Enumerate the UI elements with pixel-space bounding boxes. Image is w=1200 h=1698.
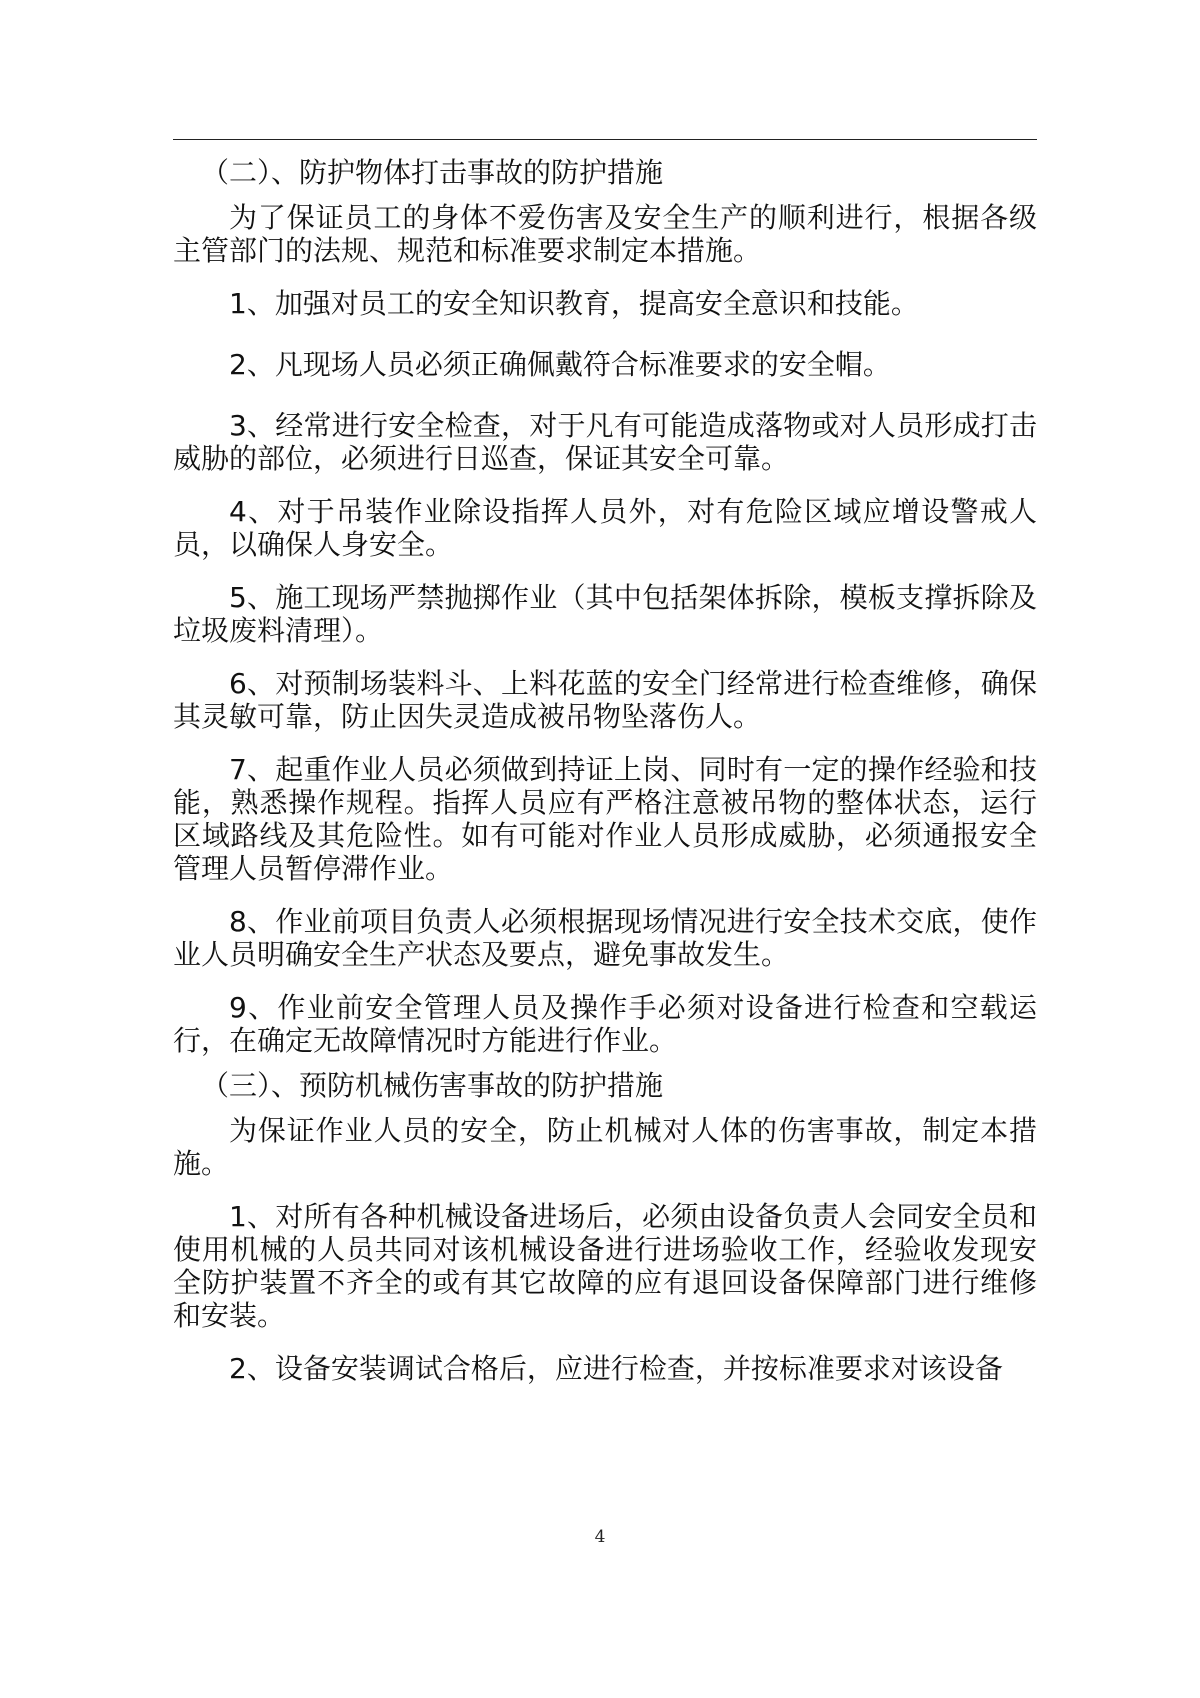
section-2-item-1: 1、加强对员工的安全知识教育，提高安全意识和技能。 — [229, 287, 919, 320]
section-2-item-3: 3、经常进行安全检查，对于凡有可能造成落物或对人员形成打击威胁的部位，必须进行日巡查，保证其安全可靠。 — [173, 409, 1037, 475]
section-2-intro: 为了保证员工的身体不爱伤害及安全生产的顺利进行，根据各级主管部门的法规、规范和标准要求制定本措施。 — [173, 201, 1037, 267]
section-2-item-7: 7、起重作业人员必须做到持证上岗、同时有一定的操作经验和技能，熟悉操作规程。指挥人员应有严格注意被吊物的整体状态，运行区域路线及其危险性。如有可能对作业人员形成威胁，必须通报安全管理人员暂停滞作业。 — [173, 753, 1037, 885]
section-2-item-9: 9、作业前安全管理人员及操作手必须对设备进行检查和空载运行，在确定无故障情况时方能进行作业。 — [173, 991, 1037, 1057]
section-2-item-4: 4、对于吊装作业除设指挥人员外，对有危险区域应增设警戒人员，以确保人身安全。 — [173, 495, 1037, 561]
page-number: 4 — [594, 1527, 606, 1547]
section-2-item-2: 2、凡现场人员必须正确佩戴符合标准要求的安全帽。 — [229, 348, 891, 381]
header-rule — [173, 139, 1037, 140]
section-3-item-1: 1、对所有各种机械设备进场后，必须由设备负责人会同安全员和使用机械的人员共同对该机械设备进行进场验收工作，经验收发现安全防护装置不齐全的或有其它故障的应有退回设备保障部门进行维修和安装。 — [173, 1200, 1037, 1332]
section-2-item-5: 5、施工现场严禁抛掷作业（其中包括架体拆除，模板支撑拆除及垃圾废料清理）。 — [173, 581, 1037, 647]
section-3-intro: 为保证作业人员的安全，防止机械对人体的伤害事故，制定本措施。 — [173, 1114, 1037, 1180]
section-heading-2: （二）、防护物体打击事故的防护措施 — [201, 156, 664, 189]
section-heading-3: （三）、预防机械伤害事故的防护措施 — [201, 1069, 664, 1102]
section-2-item-8: 8、作业前项目负责人必须根据现场情况进行安全技术交底，使作业人员明确安全生产状态及要点，避免事故发生。 — [173, 905, 1037, 971]
document-body — [173, 156, 1037, 1385]
section-2-item-6: 6、对预制场装料斗、上料花蓝的安全门经常进行检查维修，确保其灵敏可靠，防止因失灵造成被吊物坠落伤人。 — [173, 667, 1037, 733]
section-3-item-2: 2、设备安装调试合格后，应进行检查，并按标准要求对该设备 — [229, 1352, 1003, 1385]
